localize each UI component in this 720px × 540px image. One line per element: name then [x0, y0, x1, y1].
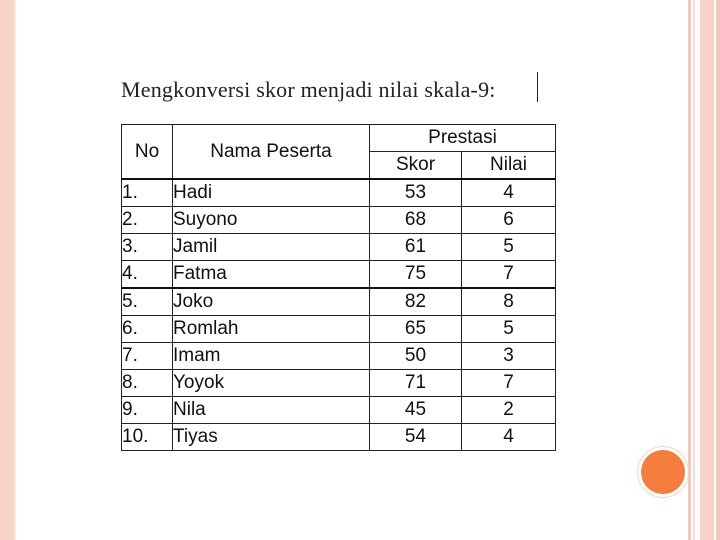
- score-value: 53: [370, 179, 462, 207]
- slide-band-right-1: [688, 0, 691, 540]
- grade-value: 5: [462, 234, 556, 261]
- slide-band-right-3: [700, 0, 714, 540]
- table-row: [122, 424, 556, 451]
- table-row: [122, 316, 556, 343]
- score-value: 82: [370, 288, 462, 316]
- score-value: 65: [370, 316, 462, 343]
- participant-name: Imam: [173, 343, 370, 370]
- slide-band-right-4: [716, 0, 720, 540]
- slide-band-right-2: [693, 0, 695, 540]
- score-table: [121, 124, 556, 451]
- row-number: 6.: [122, 316, 173, 343]
- grade-value: 7: [462, 370, 556, 397]
- score-value: 75: [370, 261, 462, 289]
- row-number: 2.: [122, 207, 173, 234]
- participant-name: Suyono: [173, 207, 370, 234]
- row-number: 5.: [122, 288, 173, 316]
- table-row: [122, 207, 556, 234]
- header-skor: Skor: [370, 152, 462, 180]
- table-row: [122, 397, 556, 424]
- row-number: 1.: [122, 179, 173, 207]
- header-no: No: [122, 125, 173, 180]
- row-number: 3.: [122, 234, 173, 261]
- grade-value: 4: [462, 179, 556, 207]
- text-cursor: [537, 72, 538, 102]
- grade-value: 2: [462, 397, 556, 424]
- participant-name: Yoyok: [173, 370, 370, 397]
- header-nilai: Nilai: [462, 152, 556, 180]
- score-value: 45: [370, 397, 462, 424]
- table-row: [122, 179, 556, 207]
- row-number: 10.: [122, 424, 173, 451]
- participant-name: Hadi: [173, 179, 370, 207]
- table-row: [122, 288, 556, 316]
- slide-frame-left-inner: [14, 0, 16, 540]
- table-row: [122, 234, 556, 261]
- grade-value: 6: [462, 207, 556, 234]
- participant-name: Tiyas: [173, 424, 370, 451]
- score-value: 50: [370, 343, 462, 370]
- header-name: Nama Peserta: [173, 125, 370, 180]
- grade-value: 4: [462, 424, 556, 451]
- slide-title: Mengkonversi skor menjadi nilai skala-9:: [121, 77, 496, 102]
- row-number: 8.: [122, 370, 173, 397]
- grade-value: 8: [462, 288, 556, 316]
- participant-name: Joko: [173, 288, 370, 316]
- accent-circle-icon: [641, 450, 685, 494]
- score-value: 54: [370, 424, 462, 451]
- slide-frame-left: [0, 0, 14, 540]
- score-value: 68: [370, 207, 462, 234]
- participant-name: Romlah: [173, 316, 370, 343]
- grade-value: 7: [462, 261, 556, 289]
- table-row: [122, 370, 556, 397]
- header-prestasi: Prestasi: [370, 125, 556, 152]
- row-number: 4.: [122, 261, 173, 289]
- grade-value: 3: [462, 343, 556, 370]
- row-number: 9.: [122, 397, 173, 424]
- score-value: 61: [370, 234, 462, 261]
- participant-name: Nila: [173, 397, 370, 424]
- header-row-top: [122, 125, 556, 152]
- score-value: 71: [370, 370, 462, 397]
- participant-name: Jamil: [173, 234, 370, 261]
- table-row: [122, 343, 556, 370]
- participant-name: Fatma: [173, 261, 370, 289]
- grade-value: 5: [462, 316, 556, 343]
- row-number: 7.: [122, 343, 173, 370]
- table-row: [122, 261, 556, 289]
